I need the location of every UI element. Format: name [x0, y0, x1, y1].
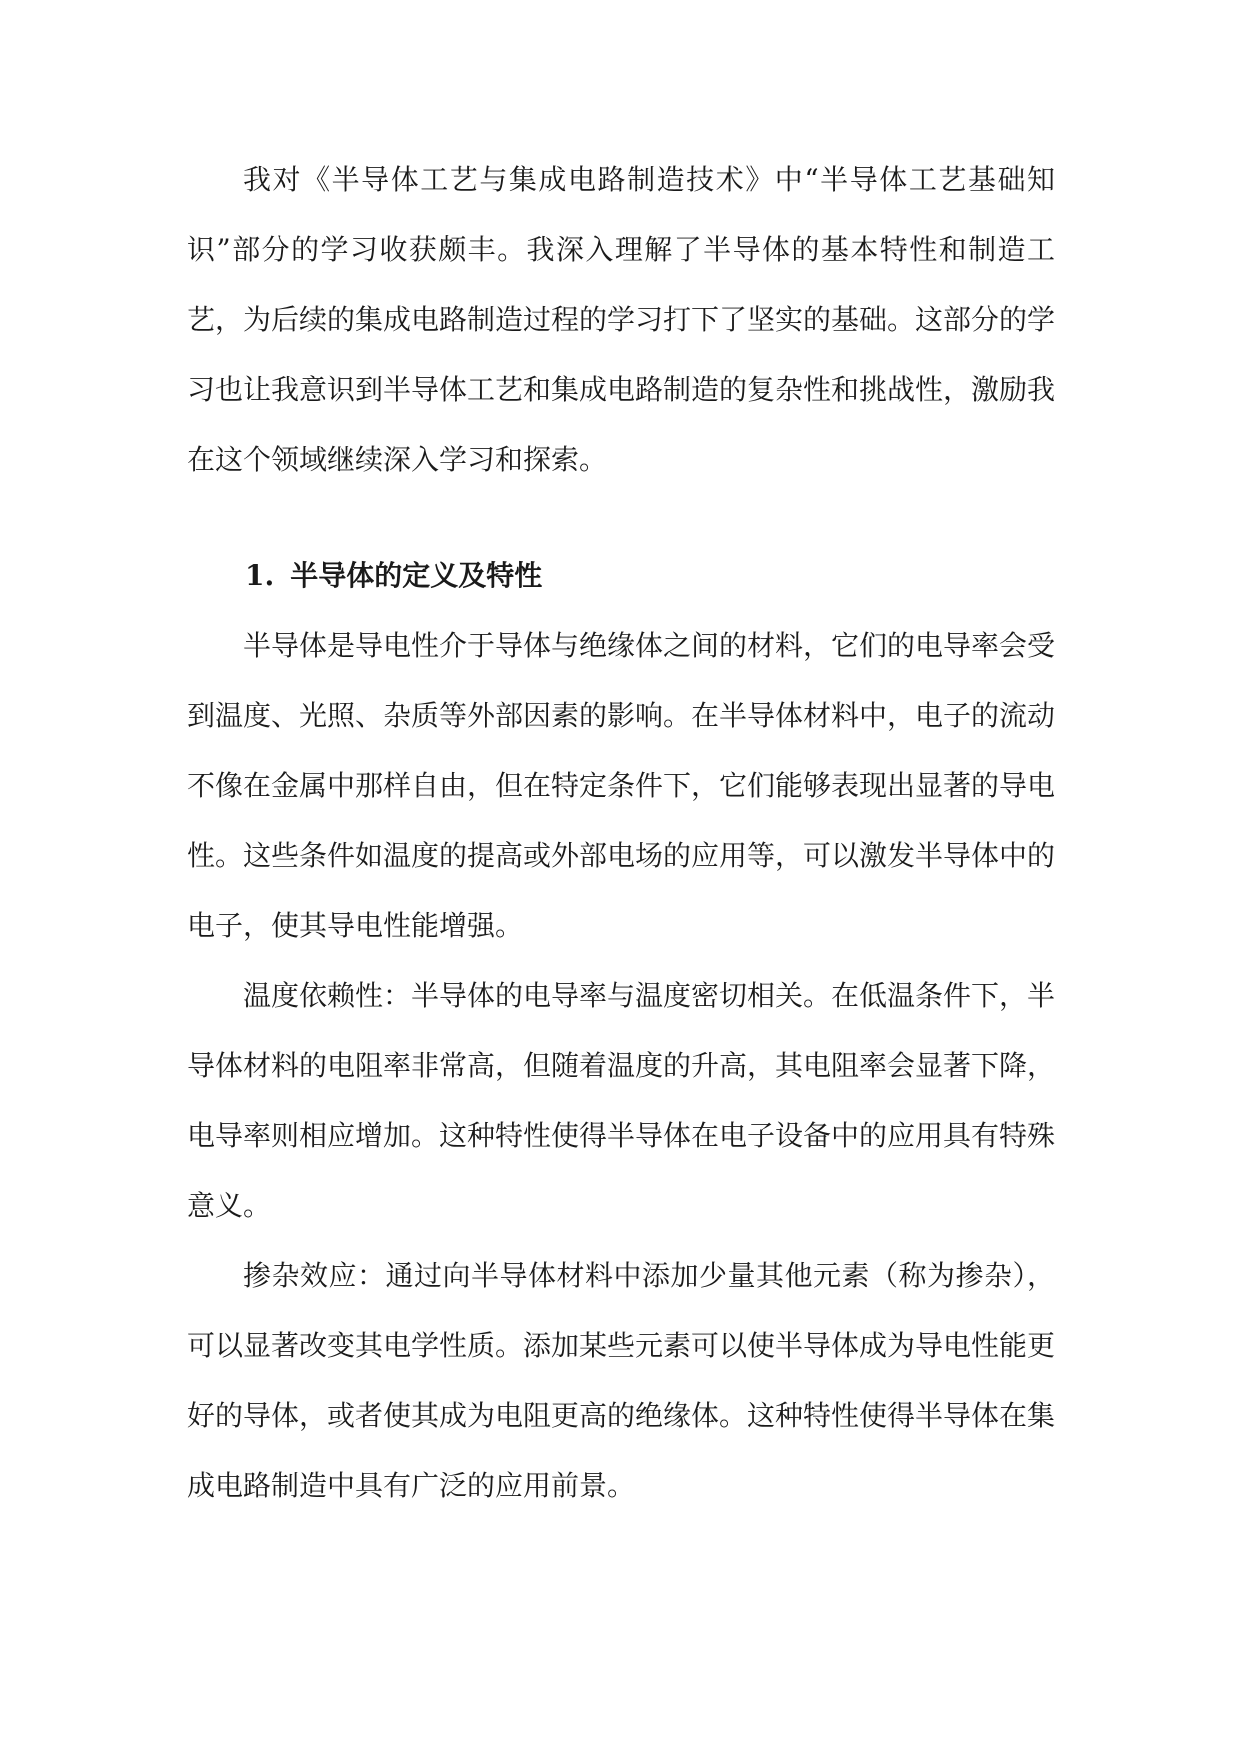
intro-paragraph: 我对《半导体工艺与集成电路制造技术》中“半导体工艺基础知识”部分的学习收获颇丰。我深入理解了半导体的基本特性和制造工艺，为后续的集成电路制造过程的学习打下了坚实的基础。这部分的学习也让我意识到半导体工艺和集成电路制造的复杂性和挑战性，激励我在这个领域继续深入学习和探索。 — [187, 163, 1056, 476]
body-paragraph-temperature: 温度依赖性：半导体的电导率与温度密切相关。在低温条件下，半导体材料的电阻率非常高，但随着温度的升高，其电阻率会显著下降，电导率则相应增加。这种特性使得半导体在电子设备中的应用具有特殊意义。 — [187, 979, 1056, 1222]
body-paragraph-definition: 半导体是导电性介于导体与绝缘体之间的材料，它们的电导率会受到温度、光照、杂质等外部因素的影响。在半导体材料中，电子的流动不像在金属中那样自由，但在特定条件下，它们能够表现出显著的导电性。这些条件如温度的提高或外部电场的应用等，可以激发半导体中的电子，使其导电性能增强。 — [187, 629, 1056, 942]
body-paragraph-doping: 掺杂效应：通过向半导体材料中添加少量其他元素（称为掺杂），可以显著改变其电学性质。添加某些元素可以使半导体成为导电性能更好的导体，或者使其成为电阻更高的绝缘体。这种特性使得半导体在集成电路制造中具有广泛的应用前景。 — [187, 1259, 1056, 1502]
document-body — [187, 145, 1055, 1521]
section-number: 1. — [245, 559, 275, 592]
section-title: 半导体的定义及特性 — [290, 559, 543, 592]
section-heading — [187, 541, 1055, 611]
